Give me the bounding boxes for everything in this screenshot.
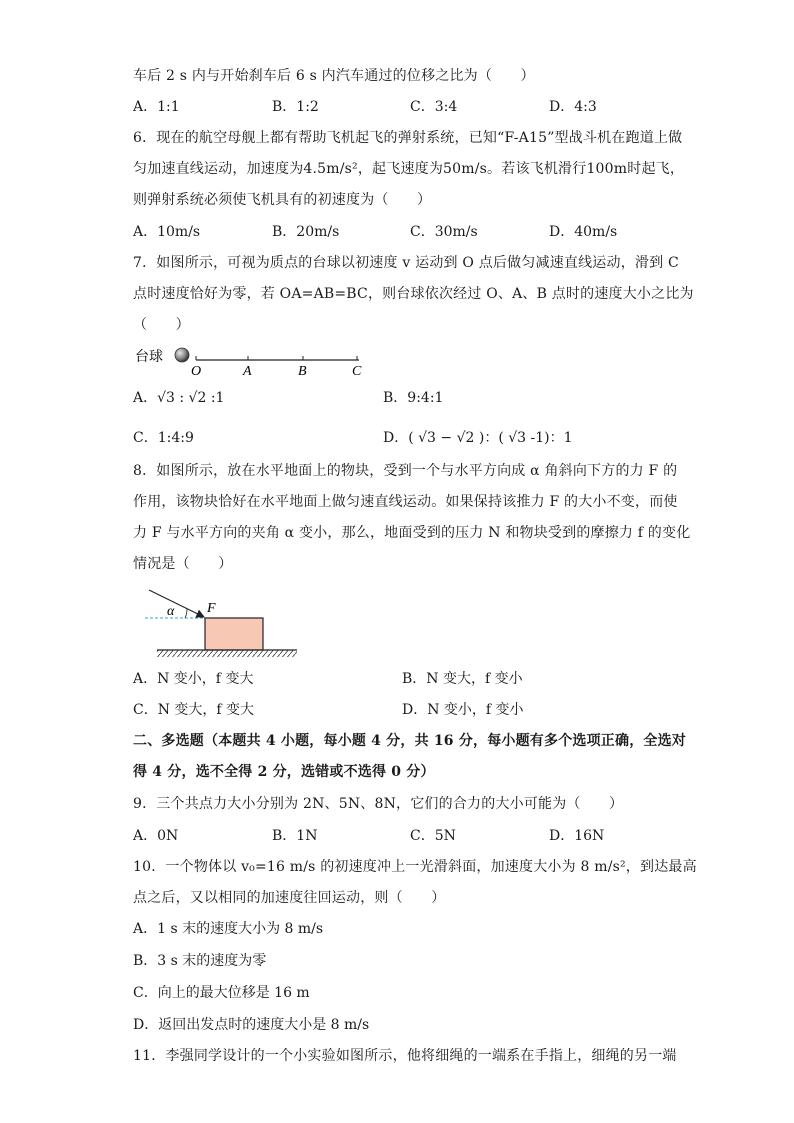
q9-option-d: D．16N <box>549 828 605 844</box>
q9-option-a: A．0N <box>133 828 179 844</box>
q7-option-c: C．1:4:9 <box>133 430 194 446</box>
force-arrow <box>149 590 204 617</box>
q5-stem: 车后 2 s 内与开始刹车后 6 s 内汽车通过的位移之比为（ ） <box>133 68 535 84</box>
point-b-label: B <box>298 364 307 378</box>
q5-option-c: C．3:4 <box>410 99 458 115</box>
q8-line-1: 8．如图所示，放在水平地面上的物块，受到一个与水平方向成 α 角斜向下方的力 F 的 <box>133 463 678 479</box>
point-a-label: A <box>243 364 252 378</box>
point-o-label: O <box>191 364 202 378</box>
q7-option-b: B．9:4:1 <box>383 390 444 406</box>
q6-line-1: 6．现在的航空母舰上都有帮助飞机起飞的弹射系统，已知“F-A15”型战斗机在跑道上做 <box>133 130 683 146</box>
billiard-ball <box>175 348 189 362</box>
q10-option-b: B．3 s 末的速度为零 <box>133 953 267 969</box>
q6-option-c: C．30m/s <box>410 224 478 240</box>
q11-stem: 11．李强同学设计的一个小实验如图所示，他将细绳的一端系在手指上，细绳的另一端 <box>133 1048 677 1064</box>
q6-line-3: 则弹射系统必须使飞机具有的初速度为（ ） <box>133 192 432 208</box>
ground-hatch <box>157 650 297 657</box>
q8-line-3: 力 F 与水平方向的夹角 α 变小，那么，地面受到的压力 N 和物块受到的摩擦力 f 的变化 <box>133 525 691 541</box>
q7-line-3: （ ） <box>133 317 190 333</box>
q9-option-c: C．5N <box>410 828 456 844</box>
q8-option-b: B．N 变大，f 变小 <box>402 671 523 687</box>
q6-line-2: 匀加速直线运动，加速度为4.5m/s²，起飞速度为50m/s。若该飞机滑行100m时起飞， <box>133 161 685 177</box>
q10-option-d: D．返回出发点时的速度大小是 8 m/s <box>133 1017 370 1033</box>
q8-line-2: 作用，该物块恰好在水平地面上做匀速直线运动。如果保持该推力 F 的大小不变，而使 <box>133 494 678 510</box>
q10-option-c: C．向上的最大位移是 16 m <box>133 985 310 1001</box>
q6-option-b: B．20m/s <box>272 224 340 240</box>
q9-stem: 9．三个共点力大小分别为 2N、5N、8N，它们的合力的大小可能为（ ） <box>133 796 624 812</box>
q7-option-a: A．√3 : √2 :1 <box>133 390 225 406</box>
q8-option-c: C．N 变大，f 变大 <box>133 702 255 718</box>
q7-ball-label: 台球 <box>135 350 163 365</box>
angle-arc <box>185 609 187 618</box>
q7-line-1: 7．如图所示，可视为质点的台球以初速度 v 运动到 O 点后做匀减速直线运动，滑到 C <box>133 255 679 271</box>
q6-option-a: A．10m/s <box>133 224 201 240</box>
q8-figure <box>145 582 305 662</box>
q6-option-d: D．40m/s <box>549 224 618 240</box>
q10-option-a: A．1 s 末的速度大小为 8 m/s <box>133 921 324 937</box>
q7-figure <box>133 342 373 378</box>
section2-heading-line-1: 二、多选题（本题共 4 小题，每小题 4 分，共 16 分，每小题有多个选项正确，全选对 <box>133 733 687 749</box>
q8-line-4: 情况是（ ） <box>133 556 233 572</box>
q7-option-d: D．( √3 − √2 )：( √3 -1)：1 <box>383 430 573 446</box>
q5-option-b: B．1:2 <box>272 99 319 115</box>
q8-option-a: A．N 变小，f 变大 <box>133 671 254 687</box>
block <box>205 618 263 650</box>
angle-alpha-label: α <box>167 604 175 619</box>
q10-line-2: 点之后，又以相同的加速度往回运动，则（ ） <box>133 890 446 906</box>
q9-option-b: B．1N <box>272 828 318 844</box>
q5-option-d: D．4:3 <box>549 99 597 115</box>
q8-option-d: D．N 变小，f 变小 <box>402 702 524 718</box>
force-f-label: F <box>207 601 216 616</box>
section2-heading-line-2: 得 4 分，选不全得 2 分，选错或不选得 0 分） <box>133 764 435 780</box>
point-c-label: C <box>352 364 362 378</box>
q5-option-a: A．1:1 <box>133 99 180 115</box>
q10-line-1: 10．一个物体以 v₀=16 m/s 的初速度冲上一光滑斜面，加速度大小为 8 m/s²，到达最高 <box>133 859 697 875</box>
q7-line-2: 点时速度恰好为零，若 OA=AB=BC，则台球依次经过 O、A、B 点时的速度大小之比为 <box>133 286 694 302</box>
